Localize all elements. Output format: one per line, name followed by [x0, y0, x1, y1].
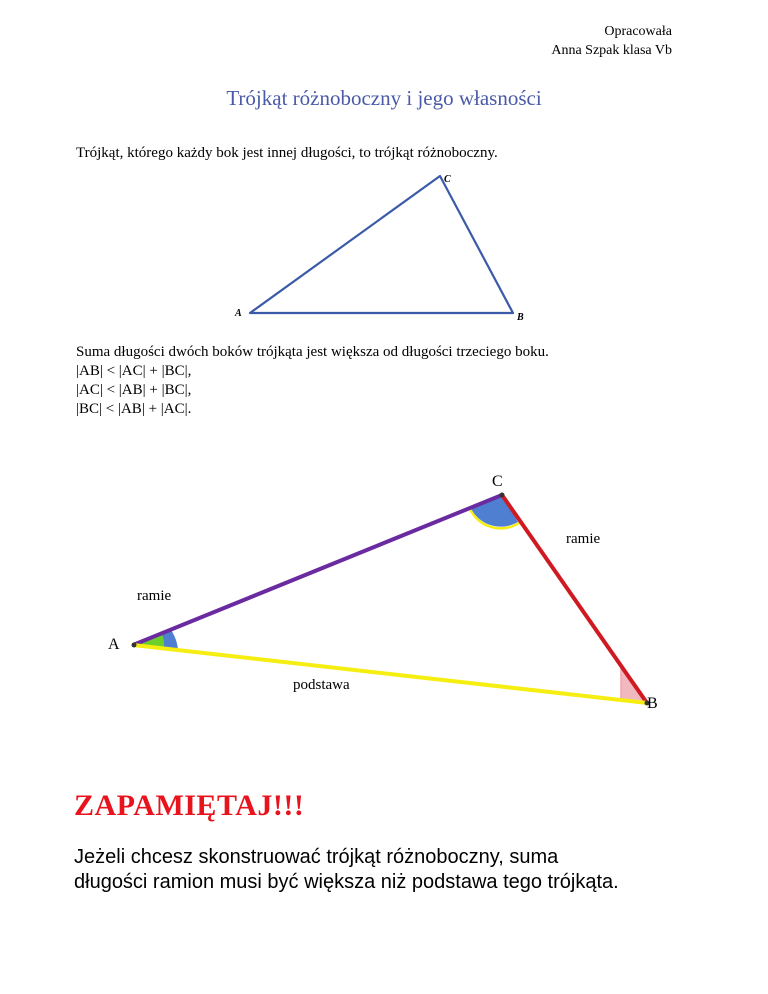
triangle-2-vertex-b: B — [647, 695, 658, 712]
label-ramie-left: ramie — [137, 588, 172, 604]
label-podstawa: podstawa — [293, 677, 350, 693]
page-title: Trójkąt różnoboczny i jego własności — [226, 86, 542, 110]
inequality-line-3: |BC| < |AB| + |AC|. — [76, 401, 192, 417]
triangle-1-vertex-b: B — [517, 312, 524, 323]
side-ab — [133, 645, 647, 703]
inequalities-intro: Suma długości dwóch boków trójkąta jest większa od długości trzeciego boku. — [76, 344, 549, 360]
triangle-1-vertex-c: C — [444, 174, 451, 185]
triangle-2-vertex-c: C — [492, 473, 503, 490]
note-text: Jeżeli chcesz skonstruować trójkąt różnoboczny, suma długości ramion musi być większa niż podstawa tego trójkąta. — [74, 846, 619, 893]
triangle-1-vertex-a: A — [235, 308, 242, 319]
side-cb — [502, 495, 647, 703]
inequality-line-1: |AB| < |AC| + |BC|, — [76, 363, 192, 379]
definition-text: Trójkąt, którego każdy bok jest innej długości, to trójkąt różnoboczny. — [76, 145, 498, 161]
author-line-2: Anna Szpak klasa Vb — [551, 43, 672, 58]
inequality-line-2: |AC| < |AB| + |BC|, — [76, 382, 192, 398]
vertex-c-dot — [500, 493, 505, 498]
remember-heading: ZAPAMIĘTAJ!!! — [74, 789, 305, 822]
side-ac — [133, 495, 502, 645]
triangle-2-vertex-a: A — [108, 636, 120, 653]
author-line-1: Opracowała — [604, 24, 672, 39]
vertex-a-dot — [132, 643, 137, 648]
label-ramie-right: ramie — [566, 531, 601, 547]
